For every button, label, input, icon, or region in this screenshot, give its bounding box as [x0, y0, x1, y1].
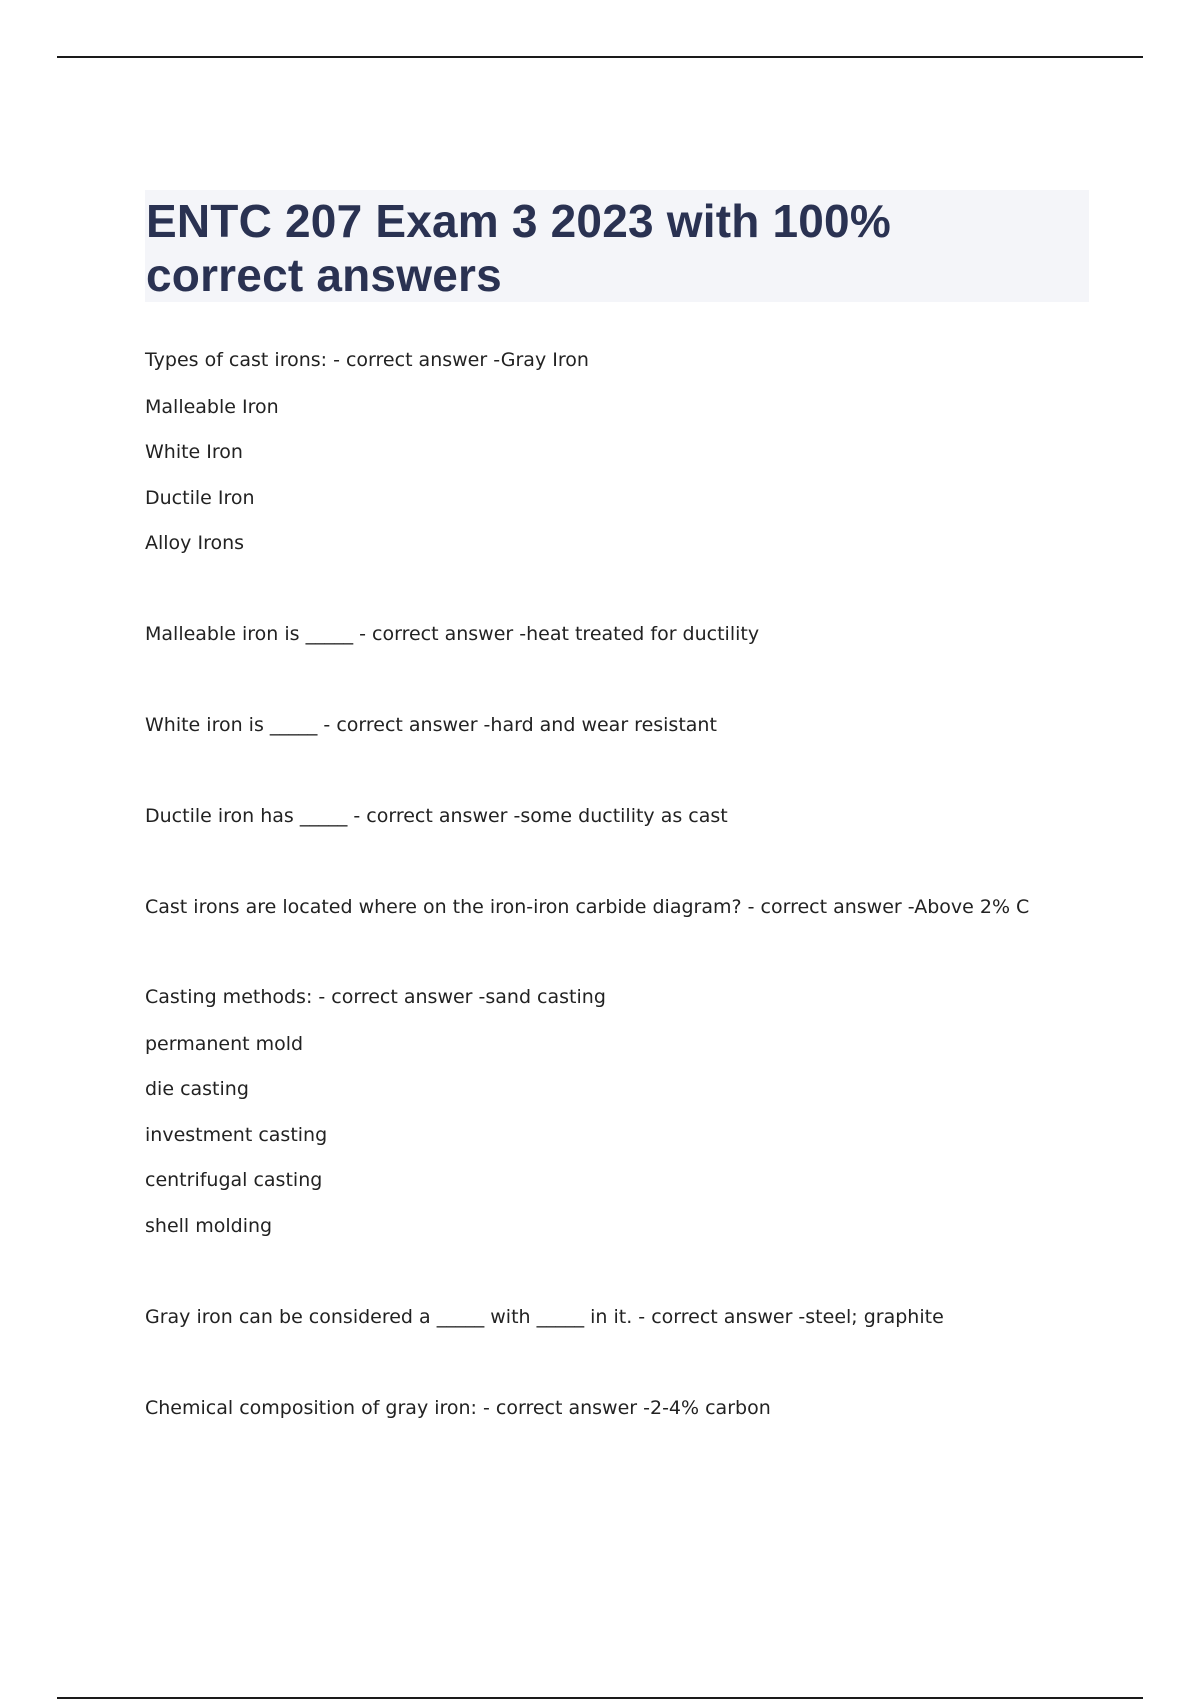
title-block: [145, 190, 1089, 302]
qa-line: Types of cast irons: - correct answer -Gray Iron: [145, 349, 589, 371]
document-title: [146, 194, 1089, 302]
qa-line: Ductile iron has _____ - correct answer -some ductility as cast: [145, 805, 728, 827]
qa-line: Malleable iron is _____ - correct answer -heat treated for ductility: [145, 623, 760, 645]
qa-line: Casting methods: - correct answer -sand casting: [145, 986, 606, 1008]
qa-answer-line: shell molding: [145, 1215, 273, 1237]
qa-answer-line: Ductile Iron: [145, 487, 255, 509]
qa-answer-line: permanent mold: [145, 1033, 304, 1055]
qa-line: Chemical composition of gray iron: - correct answer -2-4% carbon: [145, 1397, 771, 1419]
qa-answer-line: Alloy Irons: [145, 532, 245, 554]
title-line-1: ENTC 207 Exam 3 2023 with 100%: [146, 195, 891, 247]
footer-rule: [57, 1697, 1143, 1699]
qa-answer-line: investment casting: [145, 1124, 328, 1146]
qa-answer-line: centrifugal casting: [145, 1169, 323, 1191]
qa-line: Gray iron can be considered a _____ with _____ in it. - correct answer -steel; graphite: [145, 1306, 944, 1328]
qa-answer-line: Malleable Iron: [145, 396, 279, 418]
qa-line: White iron is _____ - correct answer -hard and wear resistant: [145, 714, 717, 736]
header-rule: [57, 56, 1143, 58]
title-line-2: correct answers: [146, 249, 502, 301]
qa-line: Cast irons are located where on the iron-iron carbide diagram? - correct answer -Above 2% C: [145, 896, 1030, 918]
qa-answer-line: White Iron: [145, 441, 243, 463]
qa-answer-line: die casting: [145, 1078, 249, 1100]
